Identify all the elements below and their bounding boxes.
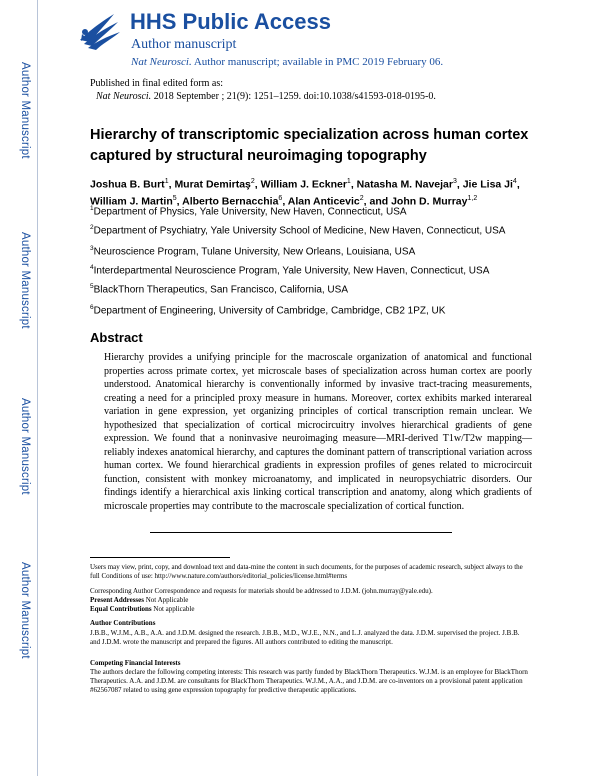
- author-name: Natasha M. Navejar: [356, 178, 453, 191]
- correspondence-note: Corresponding Author Correspondence and requests for materials should be addressed to J.D.M. (john.murray@yale.edu).: [90, 587, 433, 595]
- sidebar-label-4: Author Manuscript: [19, 562, 31, 659]
- affiliation-text: Department of Engineering, University of Cambridge, Cambridge, CB2 1PZ, UK: [93, 305, 446, 317]
- affiliation-number: 3: [90, 245, 94, 252]
- author-name: Alan Anticevic: [287, 195, 360, 207]
- affiliation: [90, 264, 570, 276]
- header-journal: Nat Neurosci.: [131, 56, 192, 68]
- author-affiliation-number: 4: [512, 178, 517, 185]
- affiliation-text: BlackThorn Therapeutics, San Francisco, California, USA: [93, 284, 348, 296]
- author-affiliation-number: 1,2: [467, 194, 478, 202]
- abstract-heading: Abstract: [90, 330, 143, 345]
- author-affiliation-number: 3: [452, 178, 457, 185]
- sidebar-divider: [37, 0, 38, 776]
- sidebar-label-3: Author Manuscript: [19, 398, 31, 495]
- abstract-body: Hierarchy provides a unifying principle for the macroscale organization of anatomical and functional properties across primate cortex, yet microscale bases of specialization across human cortex are poorly understood. Anatomical hierarchy is conventionally informed by invasive tract-tracing measurements, creating a need for a principled proxy measure in humans. Moreover, cortex exhibits marked interareal variation in gene expression, yet organizing principles of cortical transcription remain unclear. We hypothesized that specialization of cortical microcircuitry involves hierarchical gradients of gene expression. We found that a noninvasive neuroimaging measure—MRI-derived T1w/T2w mapping—reliably indexes anatomical hierarchy, and captures the dominant pattern of transcriptional variation across human cortex. We found hierarchical gradients in expression profiles of genes related to microcircuit function, consistent with monkey microanatomy, and implicated in neuropsychiatric disorders. Our findings identify a hierarchical axis linking cortical transcription and anatomy, along which gradients of microscale properties may contribute to the macroscale specialization of cortical function.: [104, 352, 532, 513]
- author-list: [90, 175, 550, 208]
- citation-journal: Nat Neurosci.: [96, 91, 152, 102]
- affiliation: [90, 283, 570, 295]
- footnote-rule: [90, 557, 230, 558]
- author-separator: ,: [282, 195, 288, 207]
- author-name: John D. Murray: [391, 195, 468, 207]
- article-title: Hierarchy of transcriptomic specialization across human cortex captured by structural neuroimaging topography: [90, 127, 529, 164]
- affiliation-number: 2: [90, 224, 94, 231]
- affiliation-text: Department of Psychiatry, Yale University School of Medicine, New Haven, Connecticut, USA: [93, 225, 506, 237]
- author-separator: ,: [176, 195, 183, 207]
- author-contributions-text: J.B.B., W.J.M., A.B., A.A. and J.D.M. designed the research. J.B.B., M.D., W.J.E., N.N., and L.J. analyzed the data. J.D.M. supervised the project. J.B.B. and J.D.M. wrote the manuscript and prepared the figures. All authors contributed to editing the manuscript.: [90, 629, 520, 647]
- author-affiliation-number: 6: [278, 194, 283, 202]
- equal-contributions-value: Not applicable: [151, 605, 195, 613]
- competing-interests-heading: Competing Financial Interests: [90, 659, 181, 667]
- present-addresses: [90, 596, 530, 605]
- author-name: Jie Lisa Ji: [462, 178, 513, 191]
- equal-contributions-label: Equal Contributions: [90, 605, 152, 613]
- affiliation-text: Interdepartmental Neuroscience Program, Yale University, New Haven, Connecticut, USA: [93, 265, 490, 277]
- citation-details: 2018 September ; 21(9): 1251–1259. doi:10.1038/s41593-018-0195-0.: [151, 91, 436, 102]
- author-affiliation-number: 5: [172, 194, 177, 202]
- author-separator: ,: [516, 178, 520, 191]
- author-affiliation-number: 1: [164, 178, 169, 185]
- header-availability-text: Author manuscript; available in PMC 2019 February 06.: [191, 56, 444, 68]
- affiliation-number: 5: [90, 283, 94, 290]
- author-separator: ,: [254, 178, 261, 191]
- equal-contributions: [90, 605, 530, 614]
- affiliation: [90, 224, 570, 236]
- author-name: William J. Eckner: [260, 178, 347, 191]
- sidebar-label-1: Author Manuscript: [19, 62, 31, 159]
- affiliation: [90, 245, 570, 257]
- affiliation-text: Neuroscience Program, Tulane University, New Orleans, Louisiana, USA: [93, 246, 416, 258]
- author-separator: ,: [350, 178, 357, 191]
- affiliation: [90, 205, 570, 217]
- hhs-eagle-logo: [76, 10, 122, 54]
- author-affiliation-number: 2: [359, 194, 364, 202]
- affiliation-number: 4: [90, 264, 94, 271]
- present-addresses-value: Not Applicable: [144, 596, 189, 604]
- header-availability: [131, 56, 443, 68]
- author-name: William J. Martin: [90, 195, 173, 207]
- terms-of-use: Users may view, print, copy, and download text and data-mine the content in such documents, for the purposes of academic research, subject always to the full Conditions of use: http://www.nature.com/authors/editorial_policies/license.html#terms: [90, 563, 523, 581]
- header-subtitle: Author manuscript: [131, 37, 237, 52]
- affiliation-text: Department of Physics, Yale University, New Haven, Connecticut, USA: [93, 206, 407, 218]
- author-separator: ,: [168, 178, 175, 191]
- abstract-end-rule: [150, 532, 452, 533]
- author-affiliation-number: 2: [250, 178, 255, 185]
- affiliation-number: 1: [90, 205, 94, 212]
- author-contributions-heading: Author Contributions: [90, 619, 156, 627]
- affiliation: [90, 304, 570, 316]
- author-separator: , and: [363, 195, 392, 207]
- published-in-label: Published in final edited form as:: [90, 78, 224, 89]
- present-addresses-label: Present Addresses: [90, 596, 144, 604]
- citation: [96, 91, 436, 102]
- header-title: HHS Public Access: [130, 9, 331, 34]
- author-name: Joshua B. Burt: [90, 178, 165, 191]
- sidebar-label-2: Author Manuscript: [19, 232, 31, 329]
- author-affiliation-number: 1: [346, 178, 351, 185]
- affiliation-number: 6: [90, 304, 94, 311]
- author-name: Murat Demirtaş: [174, 178, 251, 191]
- author-name: Alberto Bernacchia: [182, 195, 279, 207]
- author-separator: ,: [456, 178, 463, 191]
- competing-interests-text: The authors declare the following competing interests: This research was partly funded by BlackThorn Therapeutics. W.J.M. is an employee for BlackThorn Therapeutics. A.A. and J.D.M. are consultants for BlackThorn Therapeutics. W.J.M., A.A., and J.D.M. are co-inventors on a provisional patent application #62567087 related to using gene expression topography for predictive therapeutic applications.: [90, 668, 528, 695]
